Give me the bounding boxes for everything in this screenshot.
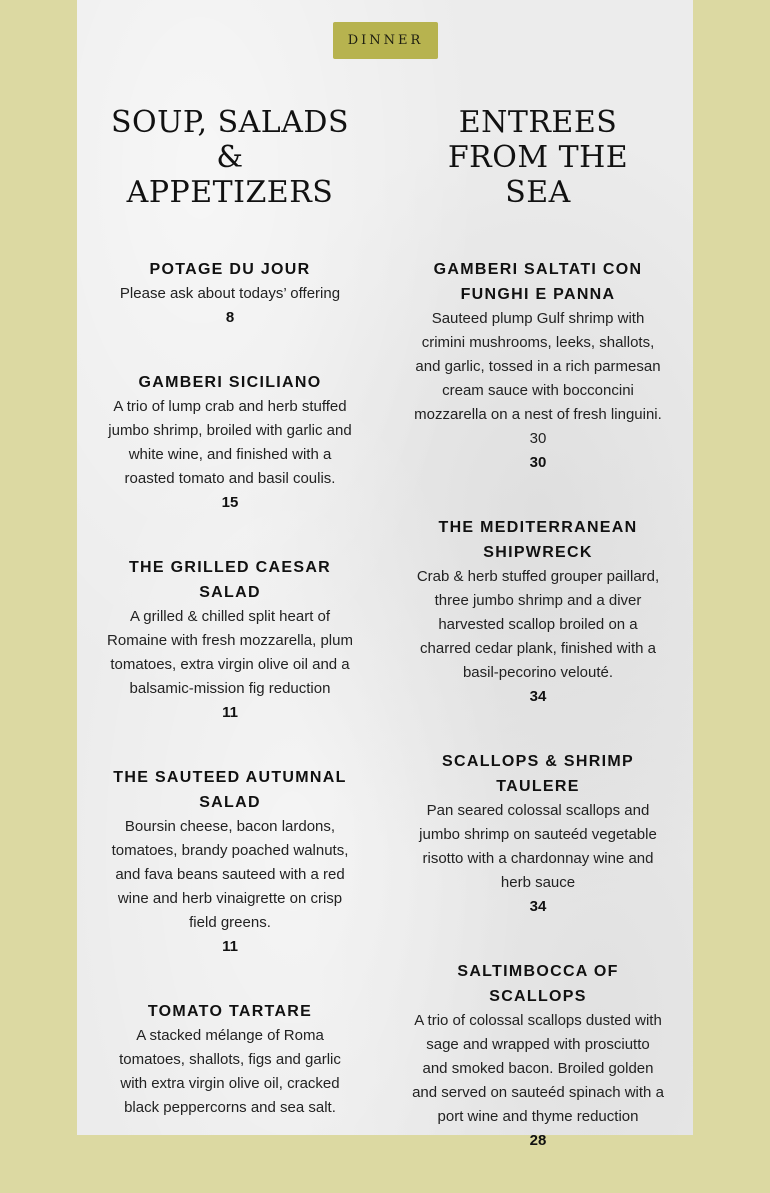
menu-item-name: THE MEDITERRANEAN SHIPWRECK xyxy=(438,519,638,561)
menu-item-name: SALTIMBOCCA OF SCALLOPS xyxy=(457,963,619,1005)
section-title-appetizers xyxy=(104,105,356,210)
seafood-entrees-column xyxy=(412,105,664,1193)
menu-item-description: A grilled & chilled split heart of Romaine with fresh mozzarella, plum tomatoes, extra virgin olive oil and a balsamic-mission fig reduction xyxy=(107,608,353,697)
section-title-line: FROM THE SEA xyxy=(447,140,629,210)
menu-item xyxy=(104,765,356,959)
menu-item-name: THE GRILLED CAESAR SALAD xyxy=(128,559,332,601)
section-title-line: ENTREES xyxy=(458,105,618,140)
menu-item-description: Please ask about todays’ offering xyxy=(119,285,341,302)
menu-item-price: 34 xyxy=(529,898,547,915)
menu-item-name: THE SAUTEED AUTUMNAL SALAD xyxy=(113,769,347,811)
appetizers-column xyxy=(104,105,356,1160)
menu-item-description: A trio of colossal scallops dusted with sage and wrapped with prosciutto and smoked bacon. Broiled golden and served on sauteéd spinach with a port wine and thyme reduction xyxy=(412,1012,664,1125)
menu-item-description: Sauteed plump Gulf shrimp with crimini mushrooms, leeks, shallots, and garlic, tossed in a rich parmesan cream sauce with bocconcini mozzarella on a nest of fresh linguini. 30 xyxy=(414,310,662,447)
menu-item-price: 8 xyxy=(225,309,235,326)
menu-item-price: 11 xyxy=(222,704,238,721)
menu-item xyxy=(104,999,356,1120)
menu-item-price: 28 xyxy=(529,1132,547,1149)
menu-item-description: Boursin cheese, bacon lardons, tomatoes, brandy poached walnuts, and fava beans sauteed with a red wine and herb vinaigrette on crisp field greens. xyxy=(111,818,349,931)
menu-item xyxy=(104,370,356,515)
menu-item-price: 34 xyxy=(529,688,547,705)
menu-item xyxy=(104,555,356,725)
menu-item-name: TOMATO TARTARE xyxy=(147,1003,313,1020)
menu-item xyxy=(104,257,356,330)
menu-item-name: POTAGE DU JOUR xyxy=(149,261,311,278)
section-title-line: SOUP, SALADS & xyxy=(110,105,350,175)
menu-item-price: 15 xyxy=(221,494,239,511)
menu-item-description: A trio of lump crab and herb stuffed jumbo shrimp, broiled with garlic and white wine, and finished with a roasted tomato and basil coulis. xyxy=(108,398,352,487)
section-title-entrees xyxy=(412,105,664,210)
menu-item-description: A stacked mélange of Roma tomatoes, shallots, figs and garlic with extra virgin olive oil, cracked black peppercorns and sea salt. xyxy=(119,1027,341,1116)
menu-item xyxy=(412,749,664,919)
menu-item-price: 30 xyxy=(529,454,547,471)
menu-item-name: GAMBERI SALTATI CON FUNGHI E PANNA xyxy=(433,261,643,303)
menu-item-price: 11 xyxy=(222,938,238,955)
dinner-tab-button[interactable]: DINNER xyxy=(333,22,438,59)
menu-item-description: Crab & herb stuffed grouper paillard, three jumbo shrimp and a diver harvested scallop broiled on a charred cedar plank, finished with a basil-pecorino velouté. xyxy=(416,568,660,681)
section-title-line: APPETIZERS xyxy=(126,175,334,210)
menu-item-name: GAMBERI SICILIANO xyxy=(138,374,322,391)
menu-item xyxy=(412,515,664,709)
menu-item-name: SCALLOPS & SHRIMP TAULERE xyxy=(442,753,634,795)
menu-paper xyxy=(77,0,693,1149)
menu-item-description: Pan seared colossal scallops and jumbo shrimp on sauteéd vegetable risotto with a chardonnay wine and herb sauce xyxy=(419,802,657,891)
menu-item xyxy=(412,257,664,475)
menu-item xyxy=(412,959,664,1153)
